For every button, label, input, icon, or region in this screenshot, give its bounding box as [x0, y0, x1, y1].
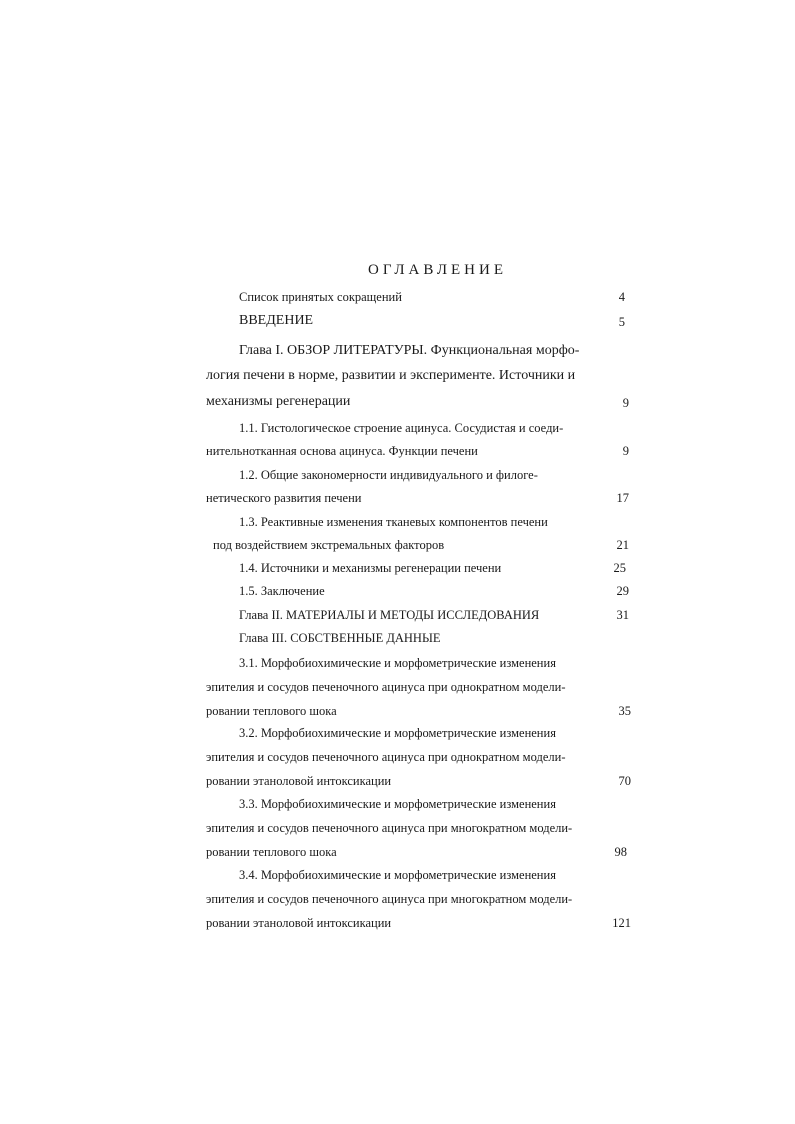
toc-page-chapter-1: 9 — [622, 396, 629, 410]
toc-entry-1-1-line-1: 1.1. Гистологическое строение ацинуса. Сосудистая и соеди- — [239, 421, 564, 435]
toc-entry-1-1-line-2: нительнотканная основа ацинуса. Функции печени — [206, 444, 478, 458]
toc-entry-chapter-1-line-2: логия печени в норме, развитии и эксперименте. Источники и — [206, 368, 576, 383]
toc-entry-3-1-line-2: эпителия и сосудов печеночного ацинуса при однократном модели- — [206, 680, 566, 694]
toc-entry-1-4: 1.4. Источники и механизмы регенерации печени — [239, 561, 502, 575]
toc-page-3-2: 70 — [618, 774, 631, 788]
toc-entry-1-2-line-2: нетического развития печени — [206, 491, 362, 505]
toc-page-1-2: 17 — [616, 491, 629, 505]
toc-page-1-5: 29 — [616, 584, 629, 598]
toc-entry-chapter-3: Глава III. СОБСТВЕННЫЕ ДАННЫЕ — [239, 631, 441, 645]
toc-page-introduction: 5 — [618, 315, 625, 329]
toc-entry-3-3-line-2: эпителия и сосудов печеночного ацинуса при многократном модели- — [206, 821, 573, 835]
toc-entry-introduction: ВВЕДЕНИЕ — [239, 313, 314, 328]
toc-entry-3-2-line-2: эпителия и сосудов печеночного ацинуса при однократном модели- — [206, 750, 566, 764]
toc-entry-1-2-line-1: 1.2. Общие закономерности индивидуального и филоге- — [239, 468, 538, 482]
toc-entry-3-3-line-3: ровании теплового шока — [206, 845, 337, 859]
toc-entry-3-3-line-1: 3.3. Морфобиохимические и морфометрические изменения — [239, 797, 556, 811]
toc-entry-3-4-line-3: ровании этаноловой интоксикации — [206, 916, 392, 930]
toc-page-chapter-2: 31 — [616, 608, 629, 622]
toc-entry-abbreviations: Список принятых сокращений — [239, 290, 402, 304]
toc-entry-3-1-line-1: 3.1. Морфобиохимические и морфометрические изменения — [239, 656, 556, 670]
toc-page-1-1: 9 — [622, 444, 629, 458]
toc-entry-1-3-line-2: под воздействием экстремальных факторов — [213, 538, 445, 552]
toc-entry-3-1-line-3: ровании теплового шока — [206, 704, 337, 718]
toc-entry-3-4-line-1: 3.4. Морфобиохимические и морфометрические изменения — [239, 868, 556, 882]
toc-page-3-3: 98 — [614, 845, 627, 859]
toc-entry-chapter-2: Глава II. МАТЕРИАЛЫ И МЕТОДЫ ИССЛЕДОВАНИЯ — [239, 608, 540, 622]
page-title: ОГЛАВЛЕНИЕ — [368, 262, 507, 278]
toc-entry-1-5: 1.5. Заключение — [239, 584, 325, 598]
toc-page-1-3: 21 — [616, 538, 629, 552]
toc-entry-chapter-1-line-1: Глава I. ОБЗОР ЛИТЕРАТУРЫ. Функциональная морфо- — [239, 343, 580, 358]
toc-entry-3-4-line-2: эпителия и сосудов печеночного ацинуса при многократном модели- — [206, 892, 573, 906]
toc-entry-1-3-line-1: 1.3. Реактивные изменения тканевых компонентов печени — [239, 515, 548, 529]
toc-page-3-1: 35 — [618, 704, 631, 718]
toc-page-3-4: 121 — [612, 916, 631, 930]
toc-entry-3-2-line-1: 3.2. Морфобиохимические и морфометрические изменения — [239, 726, 556, 740]
toc-entry-3-2-line-3: ровании этаноловой интоксикации — [206, 774, 392, 788]
toc-page-abbreviations: 4 — [618, 290, 625, 304]
toc-entry-chapter-1-line-3: механизмы регенерации — [206, 394, 351, 409]
toc-page-1-4: 25 — [613, 561, 626, 575]
